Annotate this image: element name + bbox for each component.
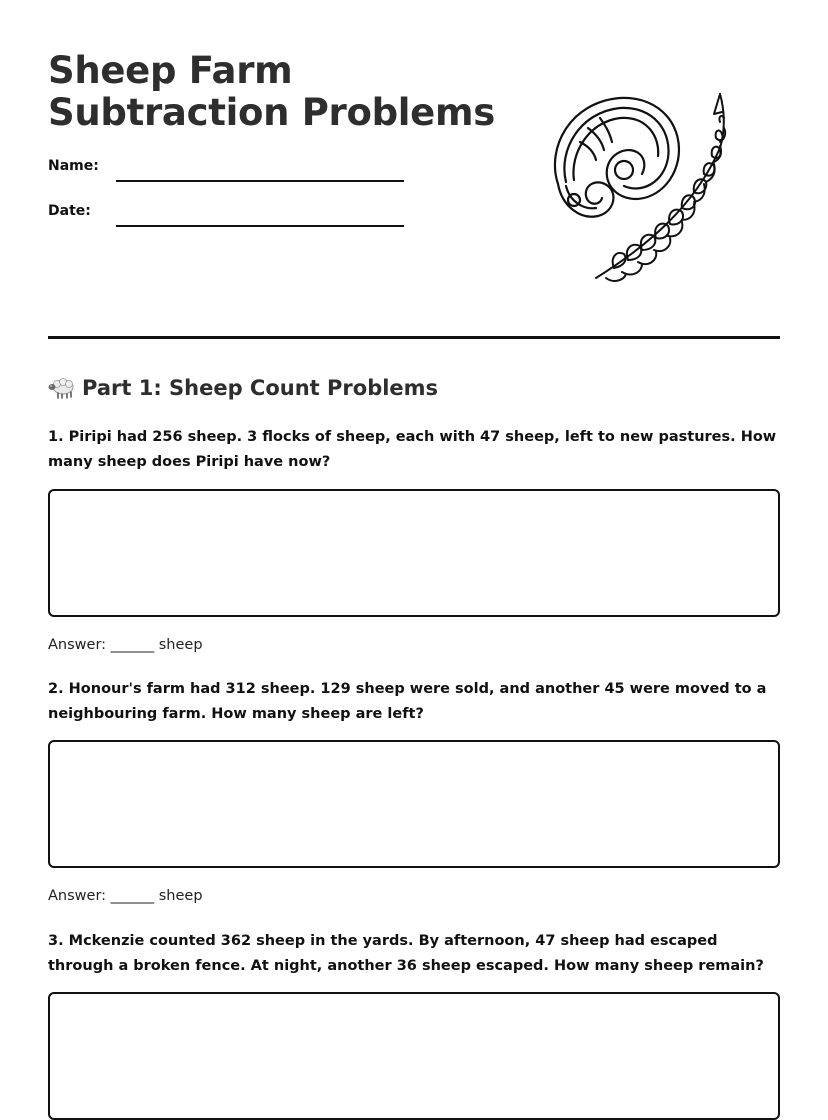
- name-label: Name:: [48, 158, 99, 174]
- problem-2: [48, 677, 780, 727]
- section-title: [48, 373, 438, 403]
- header-divider: [48, 336, 780, 339]
- worksheet-page: [48, 0, 780, 974]
- date-label: Date:: [48, 203, 91, 219]
- problem-1-text: 1. Piripi had 256 sheep. 3 flocks of sheep, each with 47 sheep, left to new pastures. How many sheep does Piripi have now?: [48, 429, 777, 470]
- sheep-icon: [48, 375, 78, 399]
- problem-2-work-box[interactable]: [48, 740, 780, 868]
- problem-2-text: 2. Honour's farm had 312 sheep. 129 sheep were sold, and another 45 were moved to a neighbouring farm. How many sheep are left?: [48, 681, 767, 722]
- problem-1-answer: Answer: ______ sheep: [48, 637, 203, 653]
- koru-fern-icon: [544, 88, 740, 284]
- problem-1: [48, 425, 780, 475]
- worksheet-title: Sheep Farm Subtraction Problems: [48, 49, 495, 134]
- name-field[interactable]: [48, 158, 404, 178]
- name-line[interactable]: [116, 180, 404, 182]
- problem-3-text: 3. Mckenzie counted 362 sheep in the yards. By afternoon, 47 sheep had escaped through a broken fence. At night, another 36 sheep escaped. How many sheep remain?: [48, 933, 764, 974]
- date-line[interactable]: [116, 225, 404, 227]
- problem-2-answer: Answer: ______ sheep: [48, 888, 203, 904]
- problem-1-work-box[interactable]: [48, 489, 780, 617]
- worksheet-header: [48, 0, 780, 400]
- date-field[interactable]: [48, 203, 404, 223]
- section-title-text: Part 1: Sheep Count Problems: [82, 376, 439, 400]
- problem-3: [48, 929, 780, 979]
- problem-3-work-box[interactable]: [48, 992, 780, 1120]
